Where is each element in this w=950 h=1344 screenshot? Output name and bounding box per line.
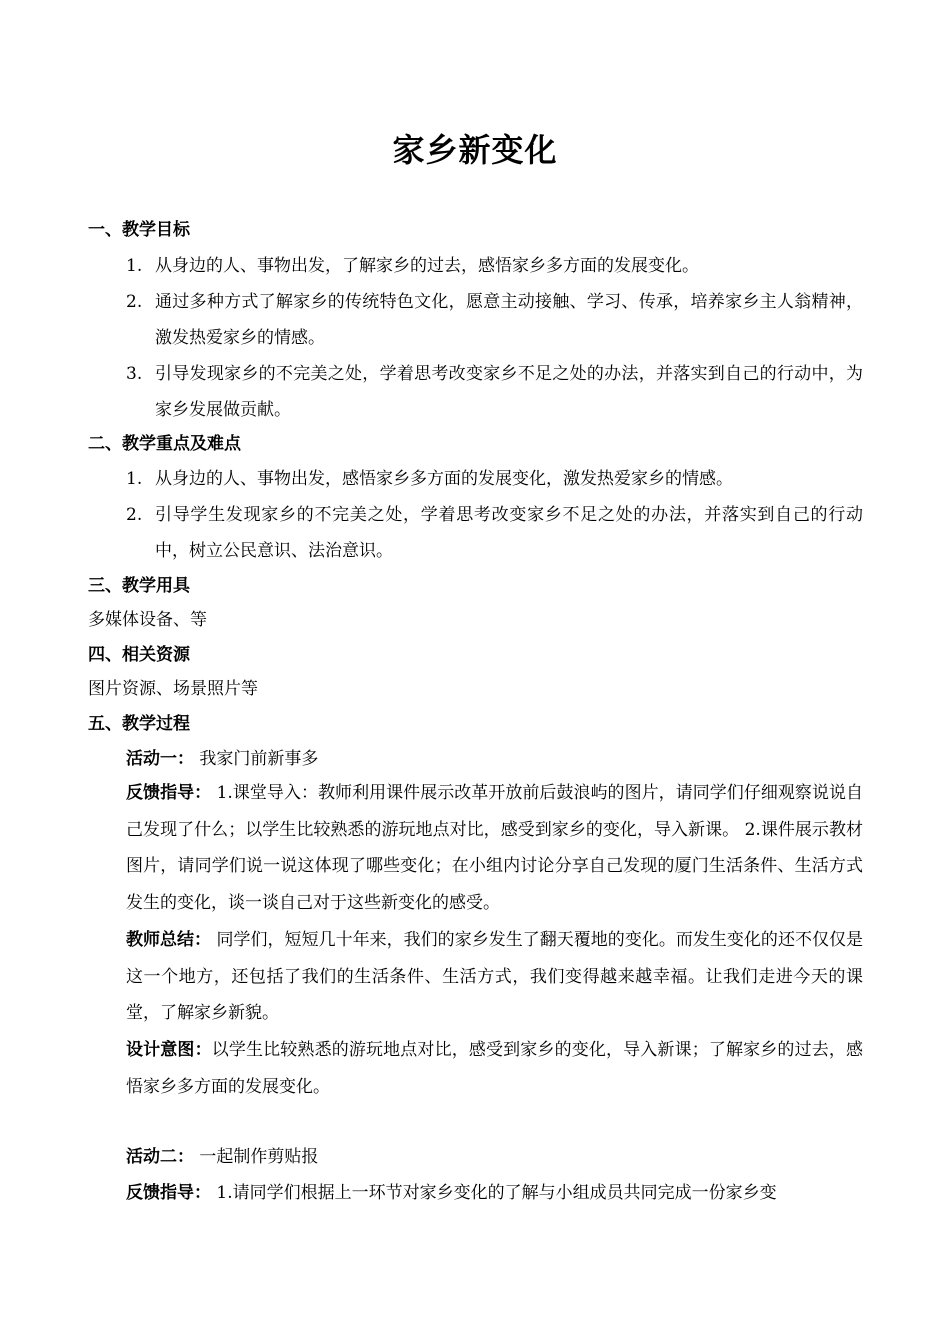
list-number: 3. bbox=[126, 364, 143, 384]
activity-two-feedback bbox=[126, 1181, 777, 1205]
summary-label: 教师总结： bbox=[126, 930, 212, 950]
activity-two-text: 一起制作剪贴报 bbox=[194, 1147, 319, 1167]
activity-one-feedback bbox=[126, 775, 863, 921]
list-number: 2. bbox=[126, 505, 143, 525]
section-heading-tools: 三、教学用具 bbox=[88, 576, 190, 596]
document-title: 家乡新变化 bbox=[392, 131, 558, 169]
list-number: 1. bbox=[126, 256, 143, 276]
list-item: 引导学生发现家乡的不完美之处，学着思考改变家乡不足之处的办法，并落实到自己的行动中，树立公民意识、法治意识。 bbox=[155, 505, 863, 561]
activity-one-title bbox=[126, 747, 318, 771]
activity-two-title bbox=[126, 1145, 318, 1169]
design-text: 以学生比较熟悉的游玩地点对比，感受到家乡的变化，导入新课；了解家乡的过去，感悟家乡多方面的发展变化。 bbox=[126, 1040, 864, 1097]
list-number: 1. bbox=[126, 469, 143, 489]
list-number: 2. bbox=[126, 292, 143, 312]
section-body-tools: 多媒体设备、等 bbox=[88, 610, 207, 630]
feedback-text: 1.课堂导入：教师利用课件展示改革开放前后鼓浪屿的图片，请同学们仔细观察说说自己发现了什么；以学生比较熟悉的游玩地点对比，感受到家乡的变化，导入新课。 2.课件展示教材图片，请同学们说一说这体现了哪些变化；在小组内讨论分享自己发现的厦门生活条件、生活方式发生的变化，谈一谈自己对于这些新变化的感受。 bbox=[126, 783, 864, 913]
feedback-text: 1.请同学们根据上一环节对家乡变化的了解与小组成员共同完成一份家乡变 bbox=[211, 1183, 777, 1203]
list-item: 引导发现家乡的不完美之处，学着思考改变家乡不足之处的办法，并落实到自己的行动中，为家乡发展做贡献。 bbox=[155, 364, 863, 420]
feedback-label: 反馈指导： bbox=[126, 783, 212, 803]
activity-one-text: 我家门前新事多 bbox=[194, 749, 319, 769]
section-heading-key-points: 二、教学重点及难点 bbox=[88, 434, 241, 454]
section-heading-resources: 四、相关资源 bbox=[88, 645, 190, 665]
design-label: 设计意图： bbox=[126, 1040, 212, 1060]
list-item: 通过多种方式了解家乡的传统特色文化，愿意主动接触、学习、传承，培养家乡主人翁精神，激发热爱家乡的情感。 bbox=[155, 292, 863, 348]
list-item: 从身边的人、事物出发，了解家乡的过去，感悟家乡多方面的发展变化。 bbox=[155, 256, 699, 276]
section-body-resources: 图片资源、场景照片等 bbox=[88, 679, 258, 699]
design-intent bbox=[126, 1032, 863, 1105]
activity-one-label: 活动一： bbox=[126, 749, 194, 769]
feedback-label: 反馈指导： bbox=[126, 1183, 211, 1203]
activity-two-label: 活动二： bbox=[126, 1147, 194, 1167]
teacher-summary bbox=[126, 922, 863, 1032]
section-heading-process: 五、教学过程 bbox=[88, 714, 190, 734]
summary-text: 同学们，短短几十年来，我们的家乡发生了翻天覆地的变化。而发生变化的还不仅仅是这一个地方，还包括了我们的生活条件、生活方式，我们变得越来越幸福。让我们走进今天的课堂，了解家乡新貌。 bbox=[126, 930, 864, 1023]
list-item: 从身边的人、事物出发，感悟家乡多方面的发展变化，激发热爱家乡的情感。 bbox=[155, 469, 733, 489]
section-heading-objectives: 一、教学目标 bbox=[88, 220, 190, 240]
